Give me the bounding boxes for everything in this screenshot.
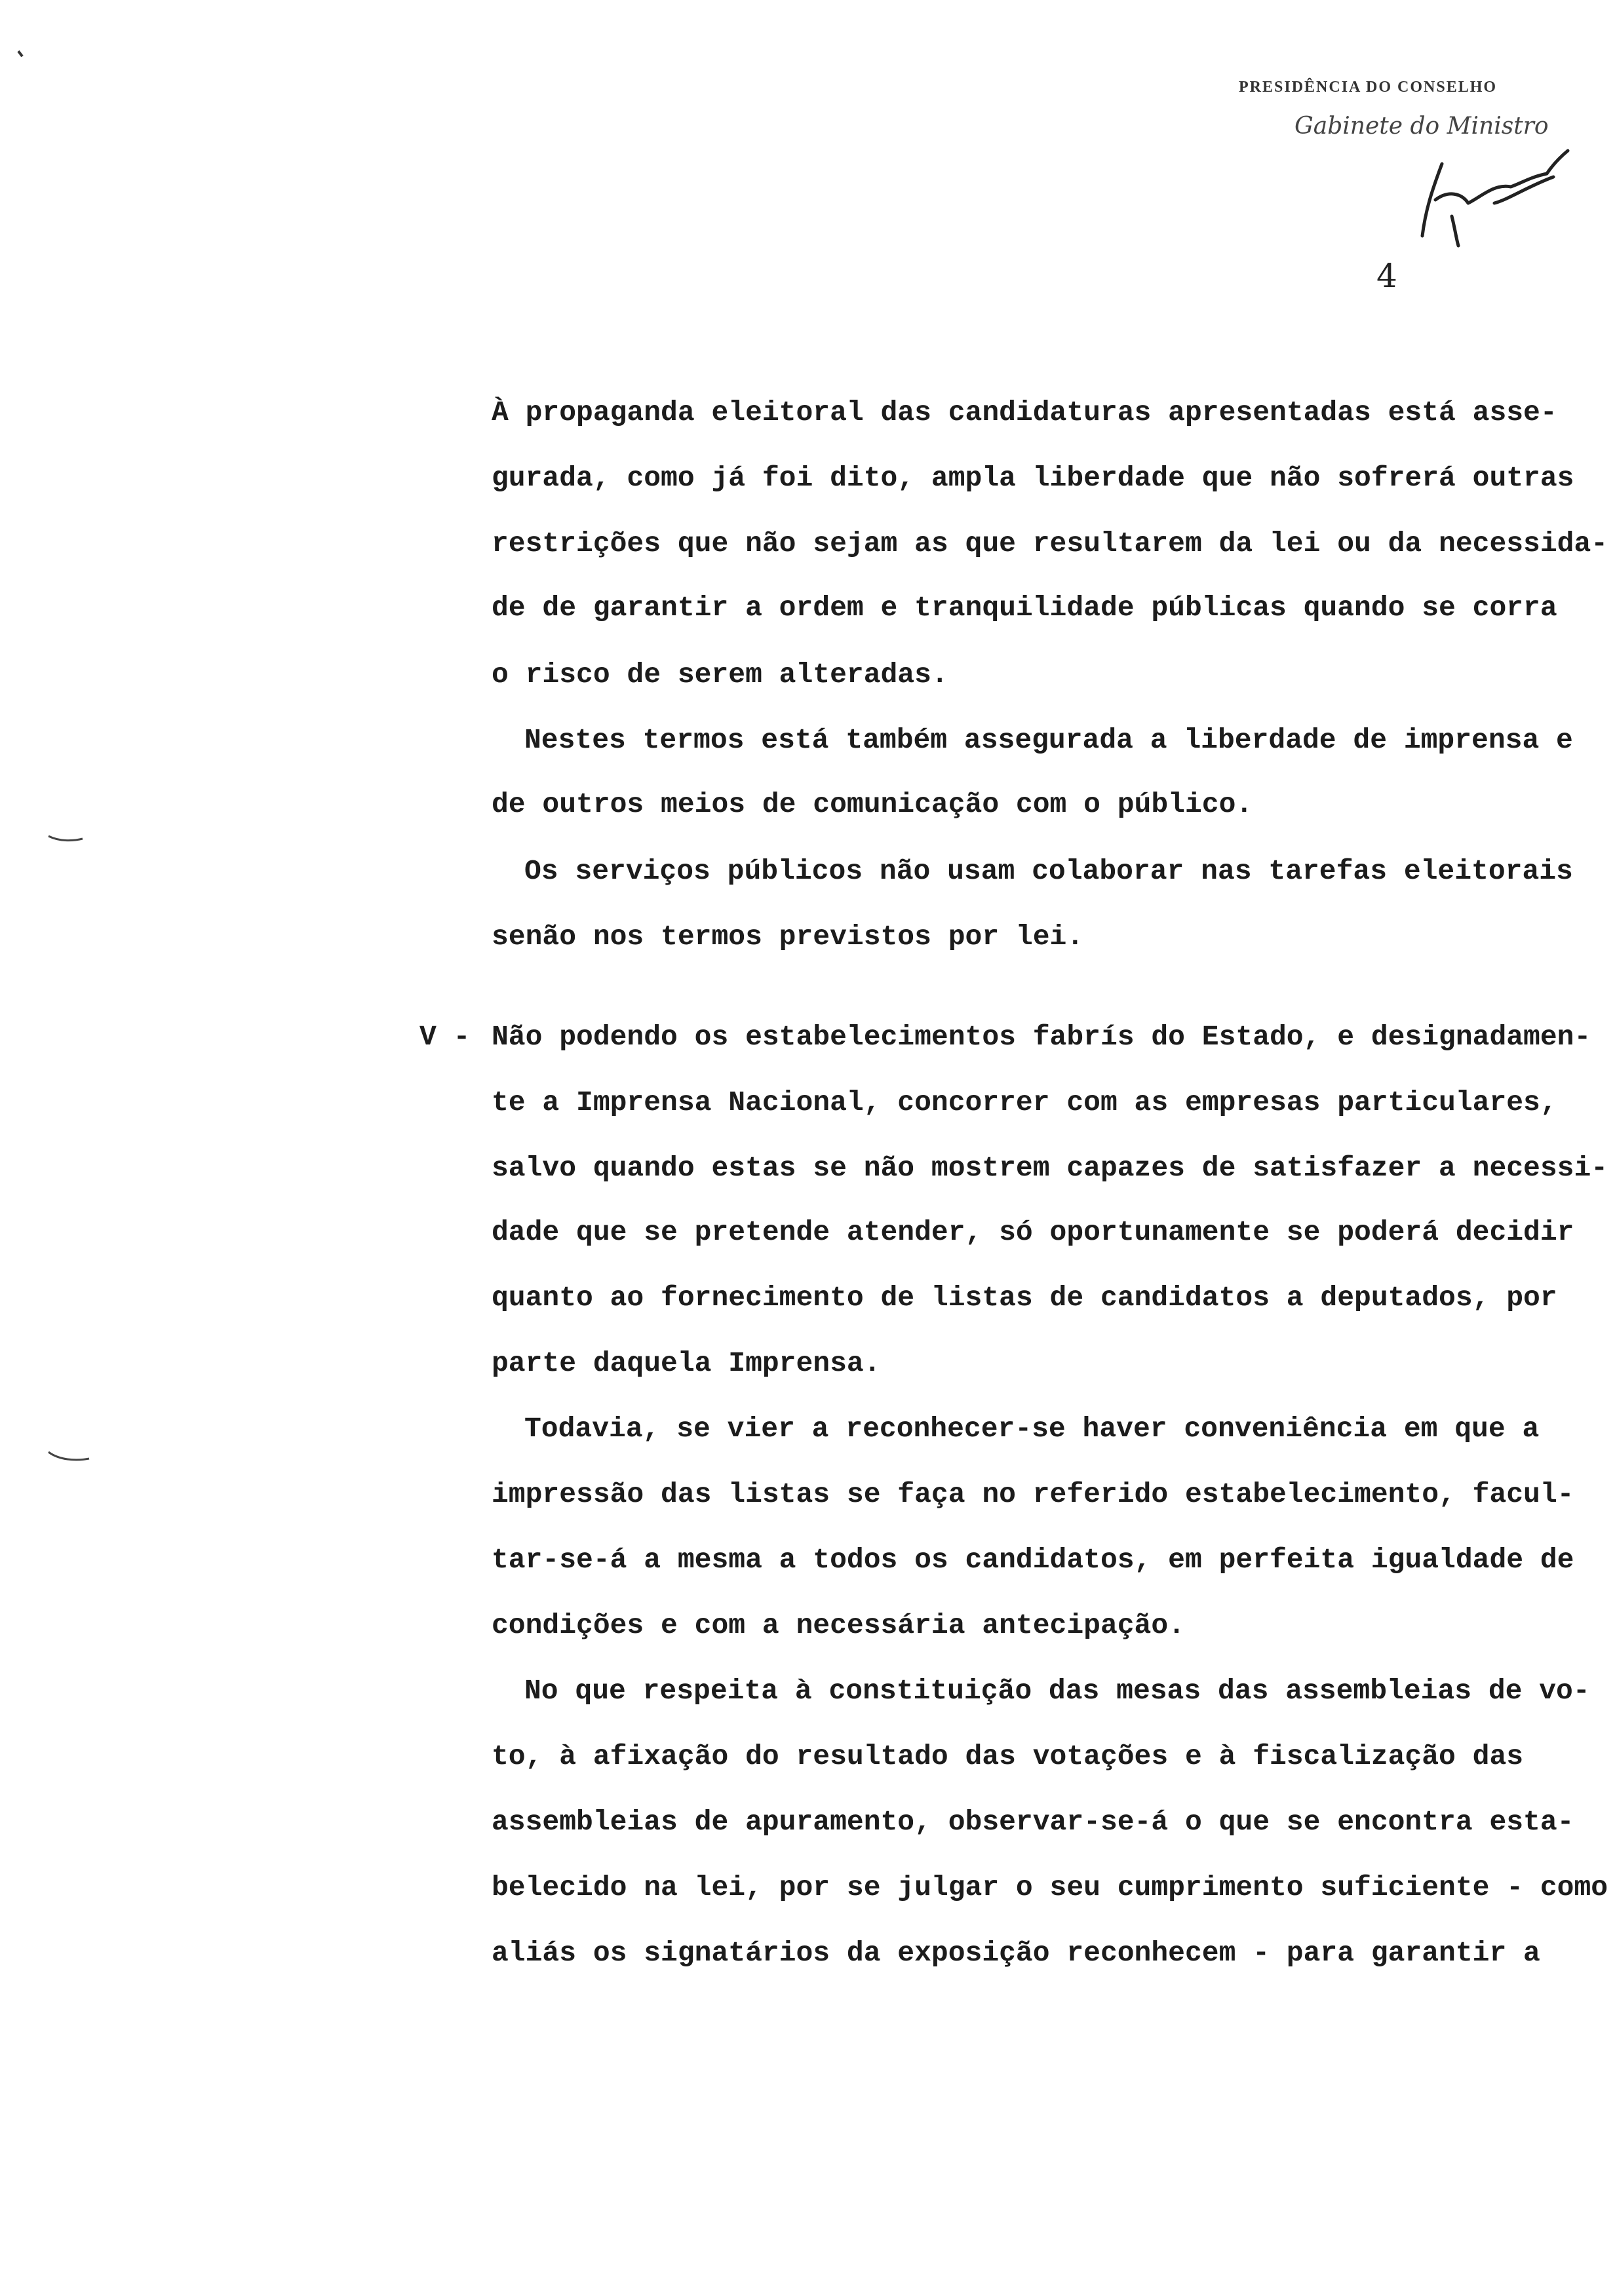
text-line: assembleias de apuramento, observar-se-á o que se encontra esta-	[492, 1806, 1574, 1838]
text-line: aliás os signatários da exposição reconhecem - para garantir a	[492, 1937, 1540, 1969]
scan-mark	[13, 46, 33, 66]
handwritten-signature	[1396, 138, 1580, 249]
text-line: to, à afixação do resultado das votações e à fiscalização das	[492, 1740, 1524, 1772]
text-line: dade que se pretende atender, só oportunamente se poderá decidir	[492, 1216, 1574, 1248]
page-number: 4	[1376, 257, 1397, 295]
text-line: No que respeita à constituição das mesas das assembleias de vo-	[524, 1675, 1590, 1707]
text-line: À propaganda eleitoral das candidaturas apresentadas está asse-	[492, 396, 1557, 429]
text-line: condições e com a necessária antecipação.	[492, 1609, 1185, 1641]
text-line: restrições que não sejam as que resultarem da lei ou da necessida-	[492, 527, 1608, 560]
text-line: senão nos termos previstos por lei.	[492, 921, 1084, 953]
text-line: Os serviços públicos não usam colaborar nas tarefas eleitorais	[524, 855, 1573, 887]
text-line: o risco de serem alteradas.	[492, 659, 948, 691]
text-line: quanto ao fornecimento de listas de candidatos a deputados, por	[492, 1282, 1557, 1314]
text-line: te a Imprensa Nacional, concorrer com as empresas particulares,	[492, 1086, 1557, 1119]
text-line: belecido na lei, por se julgar o seu cumprimento suficiente - como	[492, 1871, 1608, 1904]
letterhead-institution: PRESIDÊNCIA DO CONSELHO	[1239, 79, 1498, 96]
text-line: gurada, como já foi dito, ampla liberdade que não sofrerá outras	[492, 462, 1574, 494]
text-line: Nestes termos está também assegurada a liberdade de imprensa e	[524, 724, 1573, 756]
text-line: impressão das listas se faça no referido estabelecimento, facul-	[492, 1478, 1574, 1510]
text-line: parte daquela Imprensa.	[492, 1347, 881, 1379]
letterhead-office: Gabinete do Ministro	[1294, 113, 1549, 140]
text-line: tar-se-á a mesma a todos os candidatos, em perfeita igualdade de	[492, 1544, 1574, 1576]
text-line: de outros meios de comunicação com o público.	[492, 788, 1253, 820]
text-line: Todavia, se vier a reconhecer-se haver conveniência em que a	[524, 1413, 1540, 1445]
text-line: salvo quando estas se não mostrem capazes de satisfazer a necessi-	[492, 1152, 1608, 1184]
margin-tick-mark	[46, 832, 85, 848]
section-marker: V -	[419, 1021, 471, 1053]
text-line: de de garantir a ordem e tranquilidade públicas quando se corra	[492, 592, 1557, 624]
margin-tick-mark	[46, 1448, 92, 1466]
text-line: Não podendo os estabelecimentos fabrís do Estado, e designadamen-	[492, 1021, 1591, 1053]
